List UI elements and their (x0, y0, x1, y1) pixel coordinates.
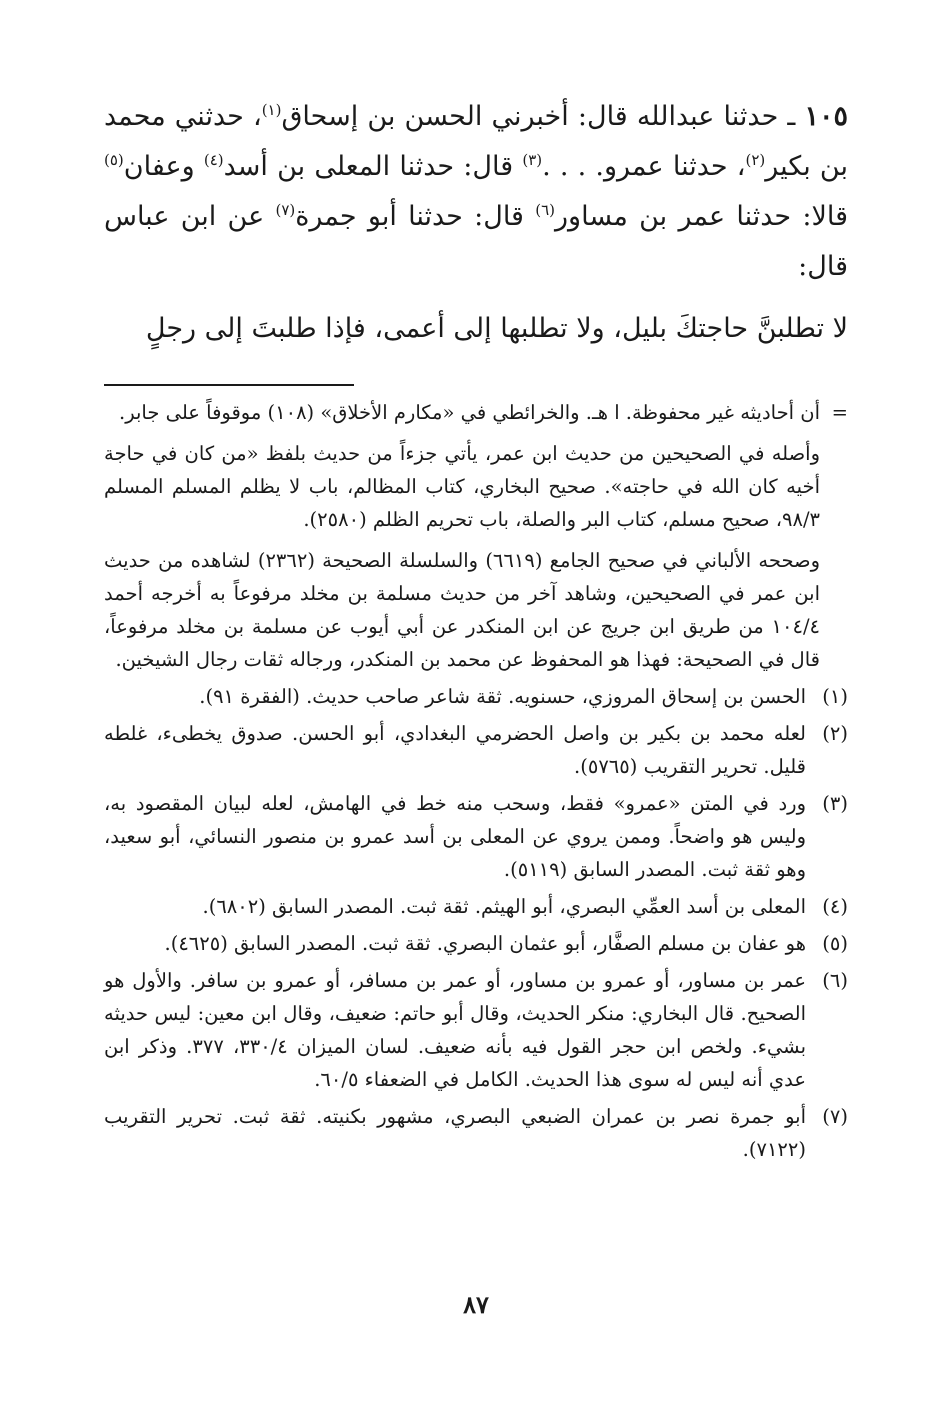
hadith-text: ١٠٥ ـ حدثنا عبدالله قال: أخبرني الحسن بن إسحاق$^{(١)}$، حدثني محمد بن بكير$^{(٢)}$، حدثنا عمرو. . . .$^{(٣)}$ قال: حدثنا المعلى بن أسد$^{(٤)}$ وعفان$^{(٥)}$ قالا: حدثنا عمر بن مساور$^{(٦)}$ قال: حدثنا أبو جمرة$^{(٧)}$ عن ابن عباس قال: (104, 101, 849, 282)
footnote-number: (١) (822, 685, 848, 708)
continuation-mark: = (831, 401, 848, 424)
footnote-ref[interactable]: (٣) (522, 151, 543, 169)
page-number: ٨٧ (463, 1290, 489, 1319)
footnote-number: (٥) (822, 932, 848, 955)
hadith-number: ١٠٥ (804, 101, 848, 132)
footnote-number: (٣) (822, 792, 848, 815)
footnote-text: الحسن بن إسحاق المروزي، حسنويه. ثقة شاعر صاحب حديث. (الفقرة ٩١). (199, 685, 806, 708)
footnotes-section (104, 396, 848, 1166)
footnote-6 (104, 964, 848, 1096)
footnote-text: ورد في المتن «عمرو» فقط، وسحب منه خط في الهامش، لعله لبيان المقصود به، وليس هو واضحاً. وممن يروي عن المعلى بن أسد عمرو بن منصور النسائي، أبو سعيد، وهو ثقة ثبت. المصدر السابق (٥١١٩). (104, 792, 806, 881)
footnote-text: لعله محمد بن بكير بن واصل الحضرمي البغدادي، أبو الحسن. صدوق يخطىء، غلطه قليل. تحرير التقريب (٥٧٦٥). (104, 722, 806, 778)
footnote-4 (104, 890, 848, 923)
continued-footnote (104, 396, 848, 676)
footnote-text: هو عفان بن مسلم الصفَّار، أبو عثمان البصري. ثقة ثبت. المصدر السابق (٤٦٢٥). (164, 932, 806, 955)
footnote-paragraph: وأصله في الصحيحين من حديث ابن عمر، يأتي جزءاً من حديث بلفظ «من كان في حاجة أخيه كان الله في حاجته». صحيح البخاري، كتاب المظالم، باب لا يظلم المسلم المسلم ٩٨/٣، صحيح مسلم، كتاب البر والصلة، باب تحريم الظلم (٢٥٨٠). (104, 442, 820, 531)
footnote-5 (104, 927, 848, 960)
footnote-number: (٢) (822, 722, 848, 745)
footnote-1 (104, 680, 848, 713)
footnote-text: عمر بن مساور، أو عمرو بن مساور، أو عمر بن مسافر، أو عمرو بن سافر. والأول هو الصحيح. قال البخاري: منكر الحديث، وقال أبو حاتم: ضعيف، وقال ابن معين: ليس حديثه بشيء. ولخص ابن حجر القول فيه بأنه ضعيف. لسان الميزان ٣٣٠/٤، ٣٧٧. وذكر ابن عدي أنه ليس له سوى هذا الحديث. الكامل في الضعفاء ٦٠/٥. (104, 969, 806, 1091)
footnote-ref[interactable]: (٢) (745, 151, 766, 169)
footnote-ref[interactable]: (٧) (275, 201, 296, 219)
footnote-ref[interactable]: (١) (261, 101, 282, 119)
footnote-2 (104, 717, 848, 783)
footnote-3 (104, 787, 848, 886)
footnote-7 (104, 1100, 848, 1166)
footnote-paragraph: أن أحاديثه غير محفوظة. ا هـ. والخرائطي في «مكارم الأخلاق» (١٠٨) موقوفاً على جابر. (119, 401, 820, 424)
footnote-ref[interactable]: (٥) (104, 151, 124, 169)
continued-footnote-body (104, 396, 820, 676)
footnote-ref[interactable]: (٦) (535, 201, 556, 219)
footnote-separator-wrap (104, 354, 848, 396)
footnote-number: (٤) (822, 895, 848, 918)
footnote-paragraph: وصححه الألباني في صحيح الجامع (٦٦١٩) والسلسلة الصحيحة (٢٣٦٢) لشاهده من حديث ابن عمر في الصحيحين، وشاهد آخر من حديث مسلمة بن مخلد مرفوعاً به أخرجه أحمد ١٠٤/٤ من طريق ابن جريج عن ابن المنكدر عن أبي أيوب عن مسلمة بن مخلد مرفوعاً، قال في الصحيحة: فهذا هو المحفوظ عن محمد بن المنكدر، ورجاله ثقات رجال الشيخين. (104, 549, 821, 671)
footnote-text: المعلى بن أسد العمِّي البصري، أبو الهيثم. ثقة ثبت. المصدر السابق (٦٨٠٢). (202, 895, 806, 918)
page-content (104, 92, 848, 1166)
hadith-quote: لا تطلبنَّ حاجتكَ بليل، ولا تطلبها إلى أعمى، فإذا طلبتَ إلى رجلٍ (145, 313, 848, 344)
footnote-ref[interactable]: (٤) (203, 151, 224, 169)
footnote-separator (104, 384, 354, 386)
footnote-number: (٧) (822, 1105, 848, 1128)
footnote-text: أبو جمرة نصر بن عمران الضبعي البصري، مشهور بكنيته. ثقة ثبت. تحرير التقريب (٧١٢٢). (104, 1105, 806, 1161)
footnote-number: (٦) (822, 969, 848, 992)
